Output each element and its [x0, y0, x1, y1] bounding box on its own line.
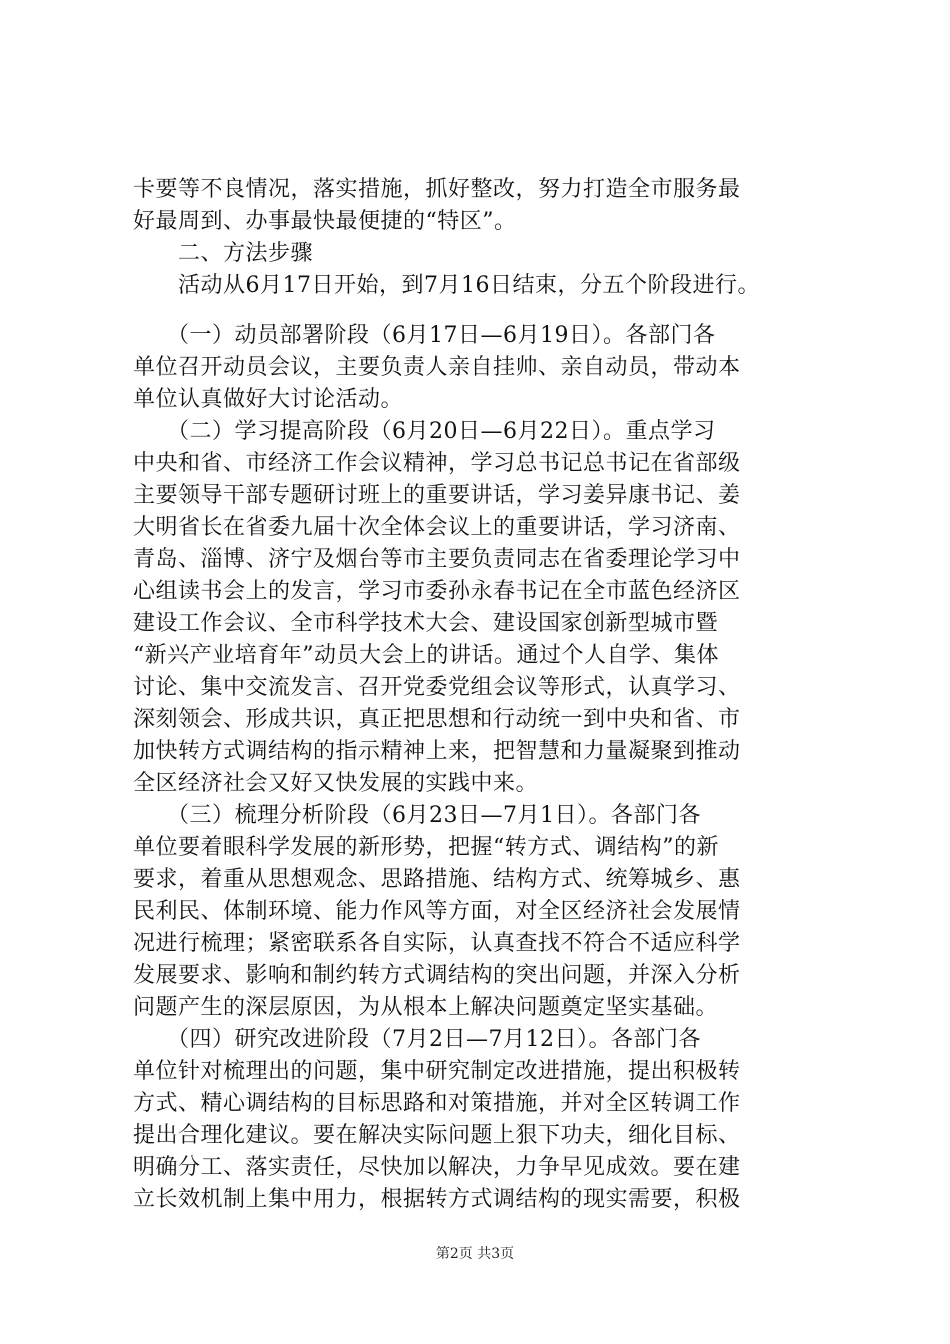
text-line: 深刻领会、形成共识，真正把思想和行动统一到中央和省、市: [133, 707, 741, 732]
document-body: [133, 174, 833, 1216]
text-line: 单位针对梳理出的问题，集中研究制定改进措施，提出积极转: [133, 1059, 741, 1084]
text-line: （三）梳理分析阶段（6月23日—7月1日）。各部门各: [133, 803, 701, 828]
text-line: 青岛、淄博、济宁及烟台等市主要负责同志在省委理论学习中: [133, 547, 741, 572]
text-line: 全区经济社会又好又快发展的实践中来。: [133, 771, 539, 796]
text-line: 单位认真做好大讨论活动。: [133, 387, 404, 412]
text-line: 中央和省、市经济工作会议精神，学习总书记总书记在省部级: [133, 451, 741, 476]
section-heading: 二、方法步骤: [133, 241, 314, 266]
text-line: 立长效机制上集中用力，根据转方式调结构的现实需要，积极: [133, 1187, 741, 1212]
text-line: 讨论、集中交流发言、召开党委党组会议等形式，认真学习、: [133, 675, 741, 700]
text-line: （一）动员部署阶段（6月17日—6月19日）。各部门各: [133, 323, 716, 348]
text-line: “新兴产业培育年”动员大会上的讲话。通过个人自学、集体: [133, 643, 719, 668]
text-line: 心组读书会上的发言，学习市委孙永春书记在全市蓝色经济区: [133, 579, 741, 604]
text-line: 卡要等不良情况，落实措施，抓好整改，努力打造全市服务最: [133, 177, 741, 202]
text-line: 单位要着眼科学发展的新形势，把握“转方式、调结构”的新: [133, 835, 719, 860]
text-line: 明确分工、落实责任，尽快加以解决，力争早见成效。要在建: [133, 1155, 741, 1180]
text-line: 发展要求、影响和制约转方式调结构的突出问题，并深入分析: [133, 963, 741, 988]
page-number-footer: 第2页 共3页: [435, 1246, 515, 1262]
text-line: 好最周到、办事最快最便捷的“特区”。: [133, 209, 517, 234]
text-line: 况进行梳理；紧密联系各自实际，认真查找不符合不适应科学: [133, 931, 741, 956]
text-line: 单位召开动员会议，主要负责人亲自挂帅、亲自动员，带动本: [133, 355, 741, 380]
text-line: 民利民、体制环境、能力作风等方面，对全区经济社会发展情: [133, 899, 741, 924]
text-line: 问题产生的深层原因，为从根本上解决问题奠定坚实基础。: [133, 995, 719, 1020]
text-line: 主要领导干部专题研讨班上的重要讲话，学习姜异康书记、姜: [133, 483, 741, 508]
text-line: 加快转方式调结构的指示精神上来，把智慧和力量凝聚到推动: [133, 739, 741, 764]
text-line: 建设工作会议、全市科学技术大会、建设国家创新型城市暨: [133, 611, 719, 636]
text-line: 方式、精心调结构的目标思路和对策措施，并对全区转调工作: [133, 1091, 741, 1116]
text-line: 活动从6月17日开始，到7月16日结束，分五个阶段进行。: [133, 273, 760, 298]
text-line: 提出合理化建议。要在解决实际问题上狠下功夫，细化目标、: [133, 1123, 741, 1148]
text-line: （四）研究改进阶段（7月2日—7月12日）。各部门各: [133, 1027, 701, 1052]
paragraph-gap: [133, 302, 833, 320]
text-line: 大明省长在省委九届十次全体会议上的重要讲话，学习济南、: [133, 515, 741, 540]
text-line: （二）学习提高阶段（6月20日—6月22日）。重点学习: [133, 419, 716, 444]
text-line: 要求，着重从思想观念、思路措施、结构方式、统筹城乡、惠: [133, 867, 741, 892]
